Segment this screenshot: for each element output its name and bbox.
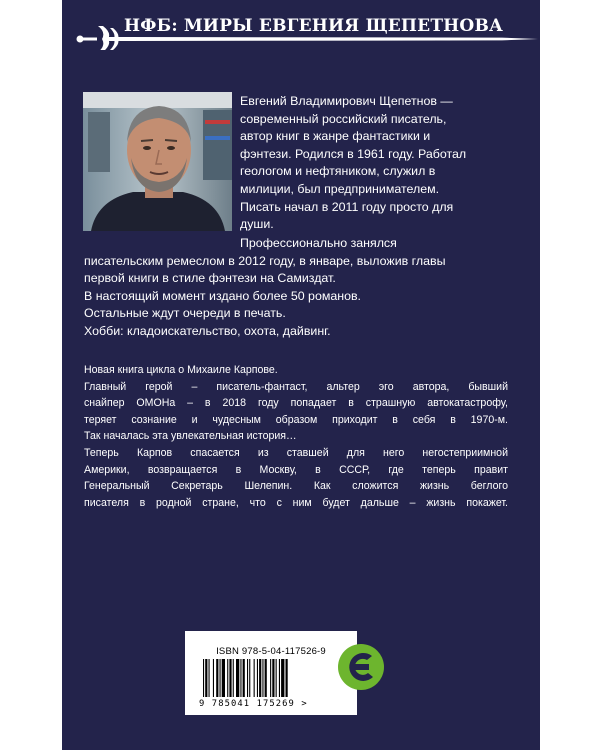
barcode-bar — [222, 659, 225, 697]
bio-line: Остальные ждут очереди в печать. — [84, 306, 286, 321]
barcode-bar — [286, 659, 288, 697]
barcode-bar — [272, 659, 274, 697]
barcode-bar — [243, 659, 245, 697]
bio-line: писательским ремеслом в 2012 году, в январе, выложив главы — [84, 253, 446, 268]
barcode-bar — [259, 659, 261, 697]
book-annotation — [84, 362, 508, 511]
author-photo — [83, 92, 232, 231]
barcode-panel — [185, 631, 357, 715]
barcode-bar — [220, 659, 221, 697]
bio-line: фэнтези. Родился в 1961 году. Работал — [240, 146, 467, 161]
annotation-line: Новая книга цикла о Михаиле Карпове. — [84, 364, 278, 376]
annotation-line: писателя в родной стране, что с ним будет дальше – жизнь покажет. — [84, 496, 508, 509]
bio-line: первой книги в стиле фэнтези на Самиздат. — [84, 271, 336, 286]
annotation-line: Теперь Карпов спасается из ставшей для него негостеприимной — [84, 446, 508, 459]
barcode-bar — [227, 659, 228, 697]
barcode-bar — [205, 659, 207, 697]
author-bio-continued — [84, 235, 524, 341]
barcode-bar — [236, 659, 239, 697]
annotation-line: Главный герой – писатель-фантаст, альтер эго автора, бывший — [84, 380, 508, 393]
barcode-bar — [254, 659, 255, 697]
bio-line: милиции, был предпринимателем. — [240, 181, 440, 196]
barcode-bar — [281, 659, 284, 697]
series-banner — [62, 10, 540, 50]
bio-line: автор книг в жанре фантастики и — [240, 129, 431, 144]
barcode-bar — [262, 659, 263, 697]
bio-line: В настоящий момент издано более 50 романов. — [84, 288, 362, 303]
barcode-digits: 9 785041 175269 > — [199, 699, 308, 709]
bio-line: души. — [240, 217, 274, 232]
author-bio-wrapped — [240, 93, 520, 234]
annotation-line: Так началась эта увлекательная история… — [84, 430, 297, 443]
bio-line: Профессионально занялся — [240, 236, 397, 250]
barcode-bar — [216, 659, 218, 697]
barcode-icon — [203, 659, 339, 701]
barcode-bar — [257, 659, 258, 697]
barcode-bar — [270, 659, 271, 697]
barcode-bar — [209, 659, 210, 697]
barcode-bar — [249, 659, 250, 697]
barcode-bar — [233, 659, 234, 697]
eksmo-logo-icon — [337, 633, 385, 701]
barcode-bar — [265, 659, 267, 697]
bio-line: современный российский писатель, — [240, 111, 447, 126]
barcode-bar — [247, 659, 248, 697]
barcode-bar — [279, 659, 280, 697]
bio-line: Писать начал в 2011 году просто для — [240, 199, 454, 214]
annotation-line: теряет сознание и чудесным образом приходит в себя в 1970-м. — [84, 413, 508, 426]
series-title: НФБ: МИРЫ ЕВГЕНИЯ ЩЕПЕТНОВА — [124, 16, 504, 36]
annotation-line: Америки, возвращается в Москву, в СССР, где теперь правит — [84, 463, 508, 476]
barcode-bar — [229, 659, 231, 697]
bio-line: Евгений Владимирович Щепетнов — — [240, 94, 453, 108]
back-cover — [62, 0, 540, 750]
annotation-line: Генеральный Секретарь Шелепин. Как сложится жизнь беглого — [84, 480, 508, 493]
barcode-bar — [213, 659, 214, 697]
barcode-bar — [240, 659, 241, 697]
bio-line: геологом и нефтяником, служил в — [240, 164, 436, 179]
bio-line: Хобби: кладоискательство, охота, дайвинг. — [84, 323, 331, 338]
barcode-bar — [276, 659, 277, 697]
annotation-line: снайпер ОМОНа – в 2018 году попадает в страшную автокатастрофу, — [84, 397, 508, 410]
isbn-number: ISBN 978-5-04-117526-9 — [216, 646, 326, 657]
barcode-bar — [203, 659, 204, 697]
